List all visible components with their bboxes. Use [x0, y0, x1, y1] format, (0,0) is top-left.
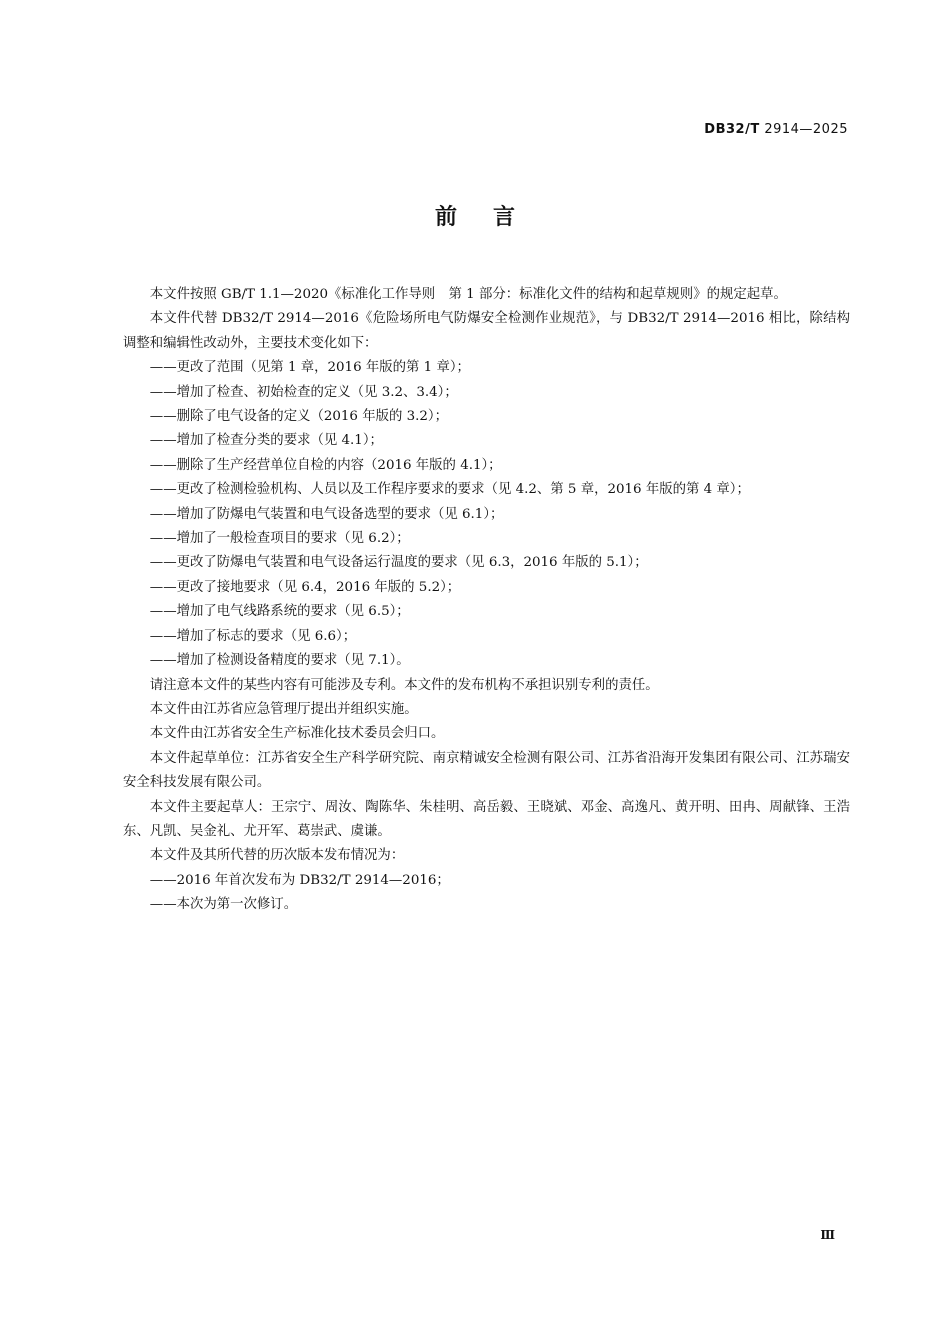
change-list-item: ——更改了范围（见第 1 章，2016 年版的第 1 章）；	[149, 360, 470, 376]
paragraph: 本文件起草单位：江苏省安全生产科学研究院、南京精诚安全检测有限公司、江苏省沿海开发集团有限公司、江苏瑞安安全科技发展有限公司。	[123, 750, 850, 791]
change-list-item: ——更改了防爆电气装置和电气设备运行温度的要求（见 6.3，2016 年版的 5.1）；	[149, 555, 648, 571]
change-list-item: ——增加了防爆电气装置和电气设备选型的要求（见 6.1）；	[149, 506, 504, 522]
change-list-item: ——增加了检查、初始检查的定义（见 3.2、3.4）；	[149, 384, 458, 400]
paragraph: 本文件主要起草人：王宗宁、周汝、陶陈华、朱桂明、高岳毅、王晓斌、邓金、高逸凡、黄开明、田冉、周献锋、王浩东、凡凯、吴金礼、尤开军、葛崇武、虞谦。	[123, 799, 850, 839]
page-title: 前言	[434, 205, 551, 230]
change-list-item: ——增加了电气线路系统的要求（见 6.5）；	[149, 604, 410, 620]
paragraph: 本文件代替 DB32/T 2914—2016《危险场所电气防爆安全检测作业规范》，与 DB32/T 2914—2016 相比，除结构调整和编辑性改动外，主要技术变化如下：	[123, 311, 850, 351]
change-list-item: ——增加了标志的要求（见 6.6）；	[149, 628, 357, 644]
paragraph: 本文件由江苏省应急管理厅提出并组织实施。	[149, 701, 418, 717]
change-list-item: ——删除了电气设备的定义（2016 年版的 3.2）；	[149, 409, 449, 425]
standard-code-number: 2914—2025	[764, 122, 848, 137]
paragraph: 本文件由江苏省安全生产标准化技术委员会归口。	[149, 726, 445, 742]
paragraph: 本文件及其所代替的历次版本发布情况为：	[149, 848, 405, 864]
paragraph: 请注意本文件的某些内容有可能涉及专利。本文件的发布机构不承担识别专利的责任。	[149, 677, 659, 693]
change-list-item: ——增加了检查分类的要求（见 4.1）；	[149, 433, 383, 449]
change-list-item: ——更改了接地要求（见 6.4，2016 年版的 5.2）；	[149, 579, 461, 595]
standard-code	[704, 122, 848, 137]
page-number: Ⅲ	[820, 1228, 835, 1242]
change-list-item: ——更改了检测检验机构、人员以及工作程序要求的要求（见 4.2、第 5 章，2016 年版的第 4 章）；	[149, 482, 750, 498]
standard-code-prefix: DB32/T	[704, 122, 760, 137]
change-list-item: ——删除了生产经营单位自检的内容（2016 年版的 4.1）；	[149, 457, 502, 473]
change-list-item: ——增加了检测设备精度的要求（见 7.1）。	[149, 653, 410, 669]
history-list-item: ——2016 年首次发布为 DB32/T 2914—2016；	[149, 872, 450, 888]
history-list-item: ——本次为第一次修订。	[149, 897, 298, 913]
change-list-item: ——增加了一般检查项目的要求（见 6.2）；	[149, 531, 410, 547]
foreword-body	[123, 283, 850, 918]
paragraph: 本文件按照 GB/T 1.1—2020《标准化工作导则 第 1 部分：标准化文件的结构和起草规则》的规定起草。	[149, 287, 787, 302]
